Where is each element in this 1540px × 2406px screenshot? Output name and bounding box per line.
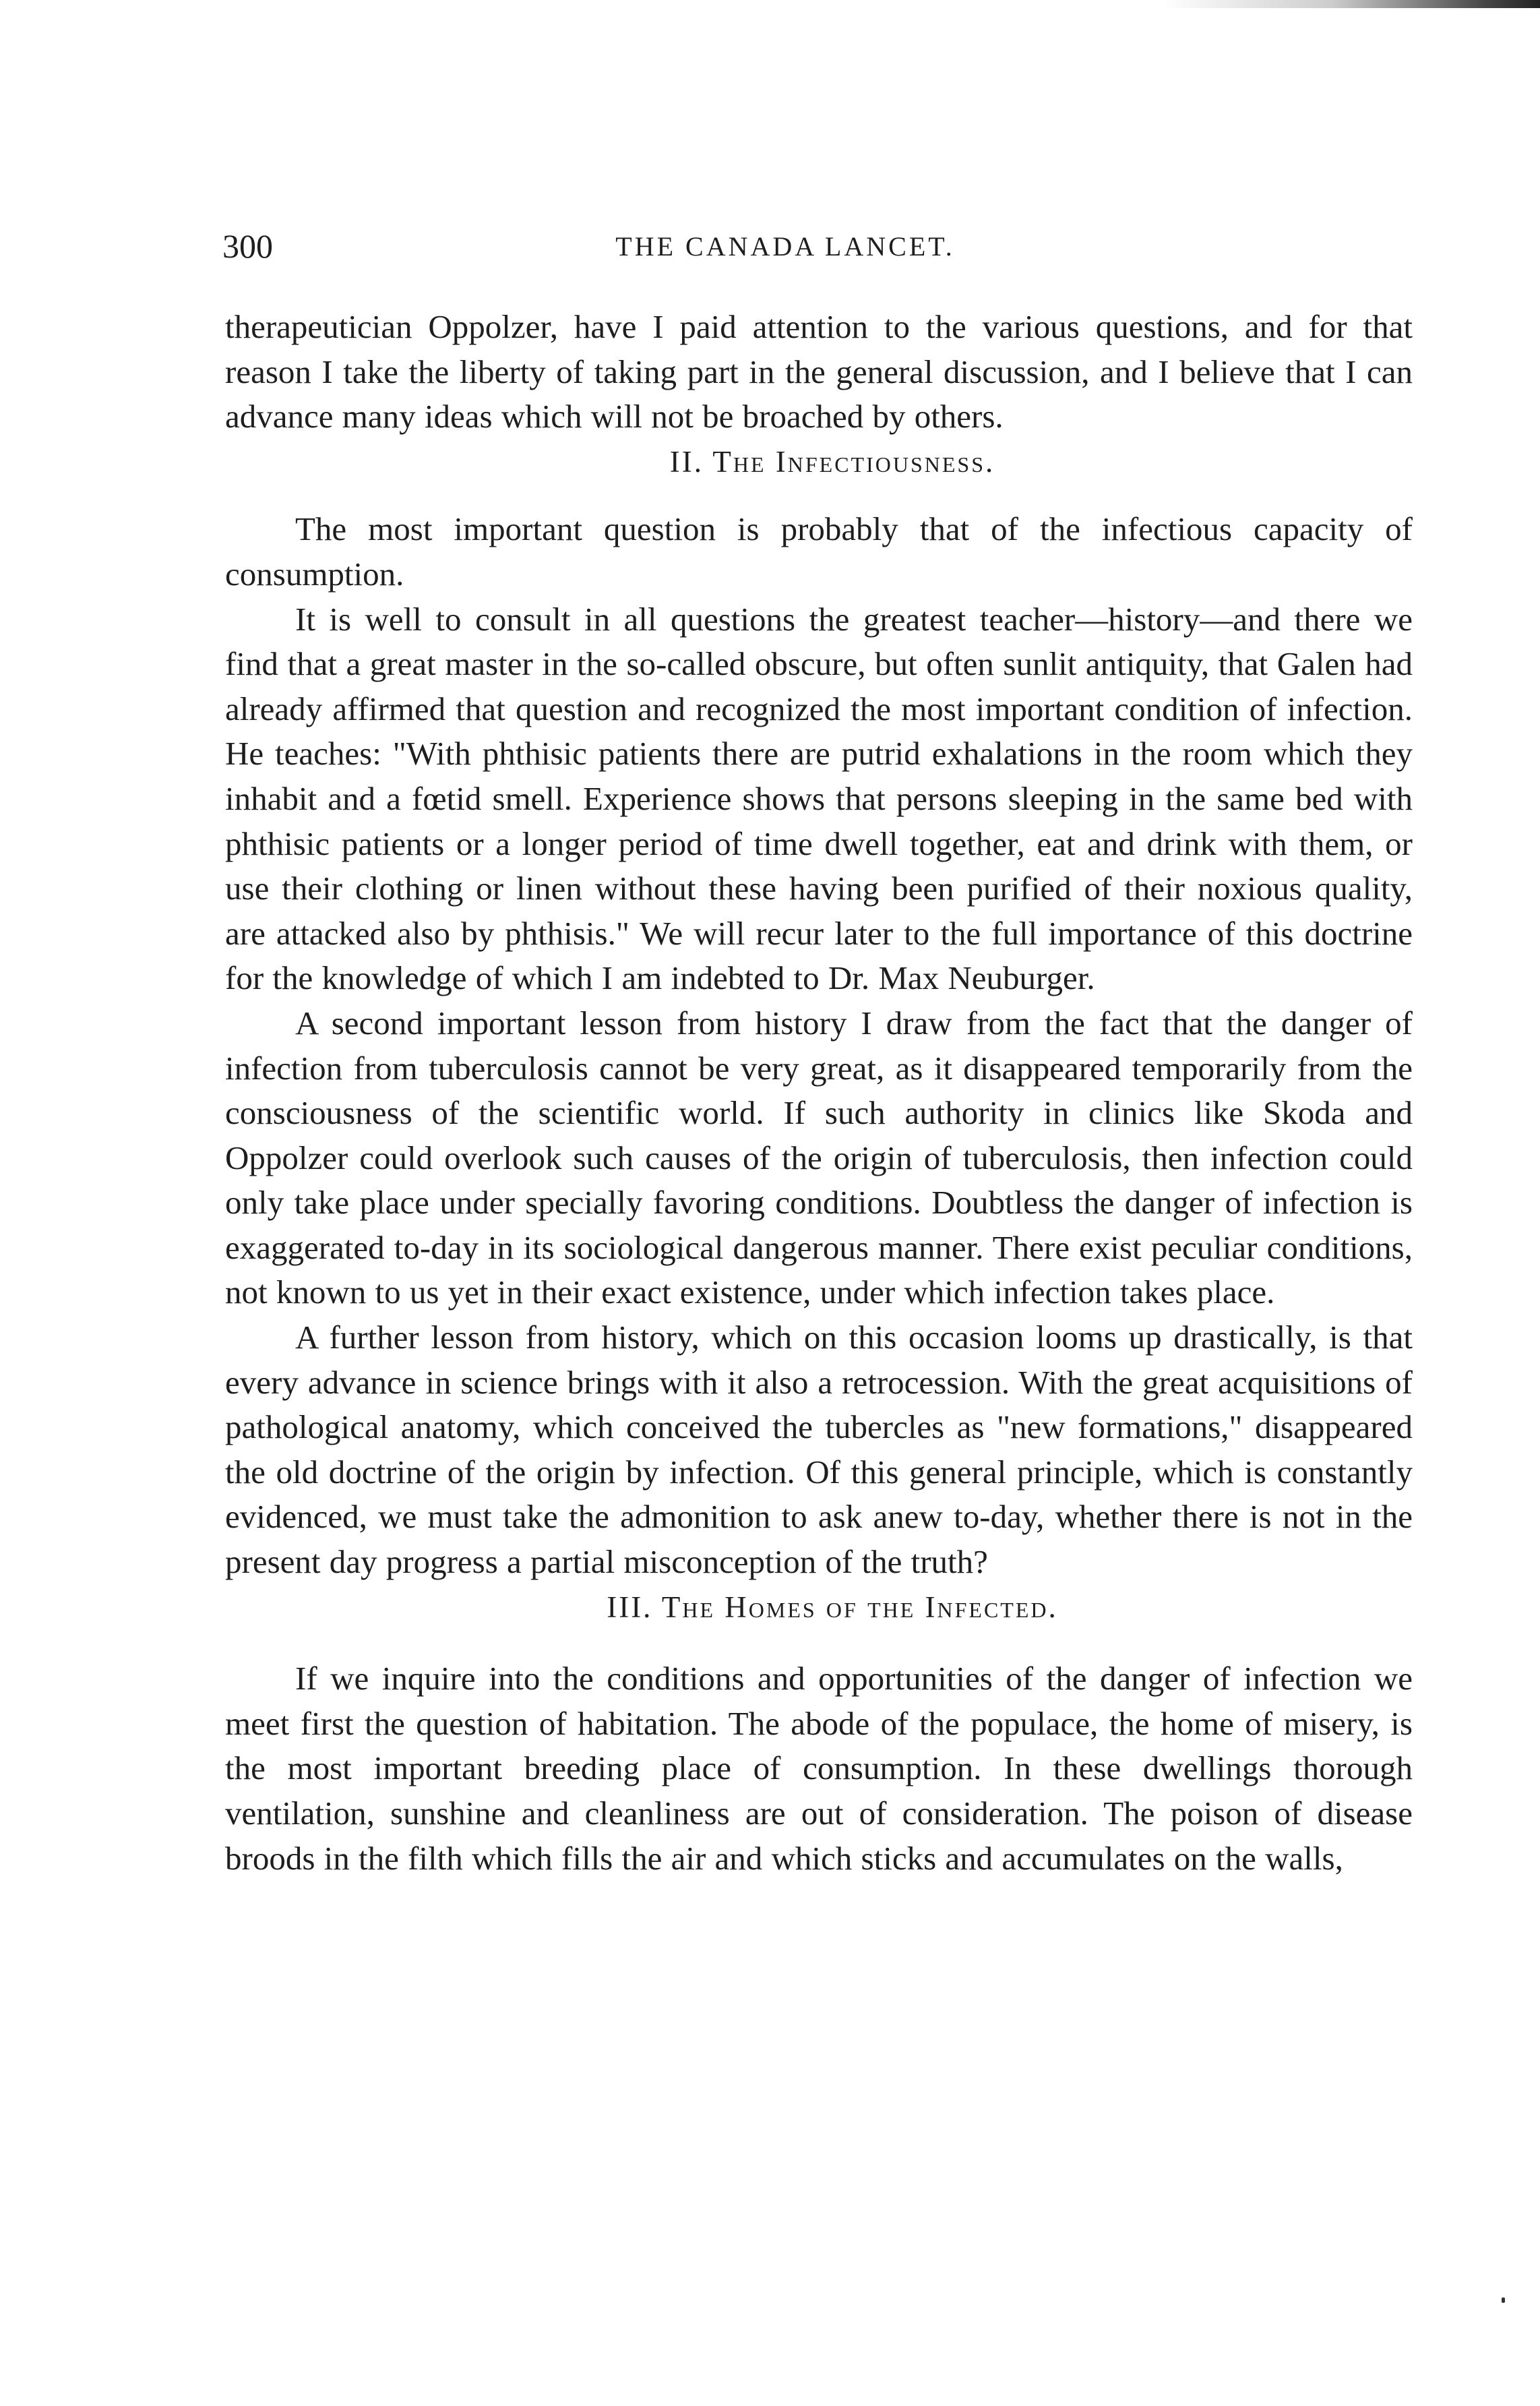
paragraph: If we inquire into the conditions and opportunities of the danger of infection we meet first the question of habitation. The abode of the populace, the home of misery, is the most important breeding place of consumption. In these dwellings thorough ventilation, sunshine and cleanliness are out of consideration. The poison of disease broods in the filth which fills the air and which sticks and accumulates on the walls, [225,1660,1413,1877]
section-heading-iii: III. The Homes of the Infected. [607,1590,1058,1624]
scan-speck [1502,2297,1505,2303]
scan-edge-mark [1163,0,1540,8]
paragraph: A second important lesson from history I draw from the fact that the danger of infection from tuberculosis cannot be very great, as it disappeared temporarily from the consciousness of the scientific world. If such authority in clinics like Skoda and Oppolzer could overlook such causes of the origin of tuberculosis, then infection could only take place under specially favoring conditions. Doubtless the danger of infection is exaggerated to-day in its sociological dangerous manner. There exist peculiar conditions, not known to us yet in their exact existence, under which infection takes place. [225,1004,1413,1311]
paragraph: It is well to consult in all questions the greatest teacher—history—and there we find that a great master in the so-called obscure, but often sunlit antiquity, that Galen had already affirmed that question and recognized the most important condition of infection. He teaches: "With phthisic patients there are putrid exhalations in the room which they inhabit and a fœtid smell. Experience shows that persons sleeping in the same bed with phthisic patients or a longer period of time dwell together, eat and drink with them, or use their clothing or linen without these having been purified of their noxious quality, are attacked also by phthisis." We will recur later to the full importance of this doctrine for the knowledge of which I am indebted to Dr. Max Neuburger. [225,600,1413,997]
paragraph: therapeutician Oppolzer, have I paid attention to the various questions, and for that reason I take the liberty of taking part in the general discussion, and I believe that I can advance many ideas which will not be broached by others. [225,308,1413,435]
section-heading-ii: II. The Infectiousness. [669,444,995,479]
paragraph: The most important question is probably that of the infectious capacity of consumption. [225,510,1413,593]
body-text [225,305,1413,1881]
running-head: THE CANADA LANCET. [615,231,955,262]
page-number: 300 [222,227,273,265]
paragraph: A further lesson from history, which on this occasion looms up drastically, is that every advance in science brings with it also a retrocession. With the great acquisitions of pathological anatomy, which conceived the tubercles as "new formations," disappeared the old doctrine of the origin by infection. Of this general principle, which is constantly evidenced, we must take the admonition to ask anew to-day, whether there is not in the present day progress a partial misconception of the truth? [225,1319,1413,1581]
